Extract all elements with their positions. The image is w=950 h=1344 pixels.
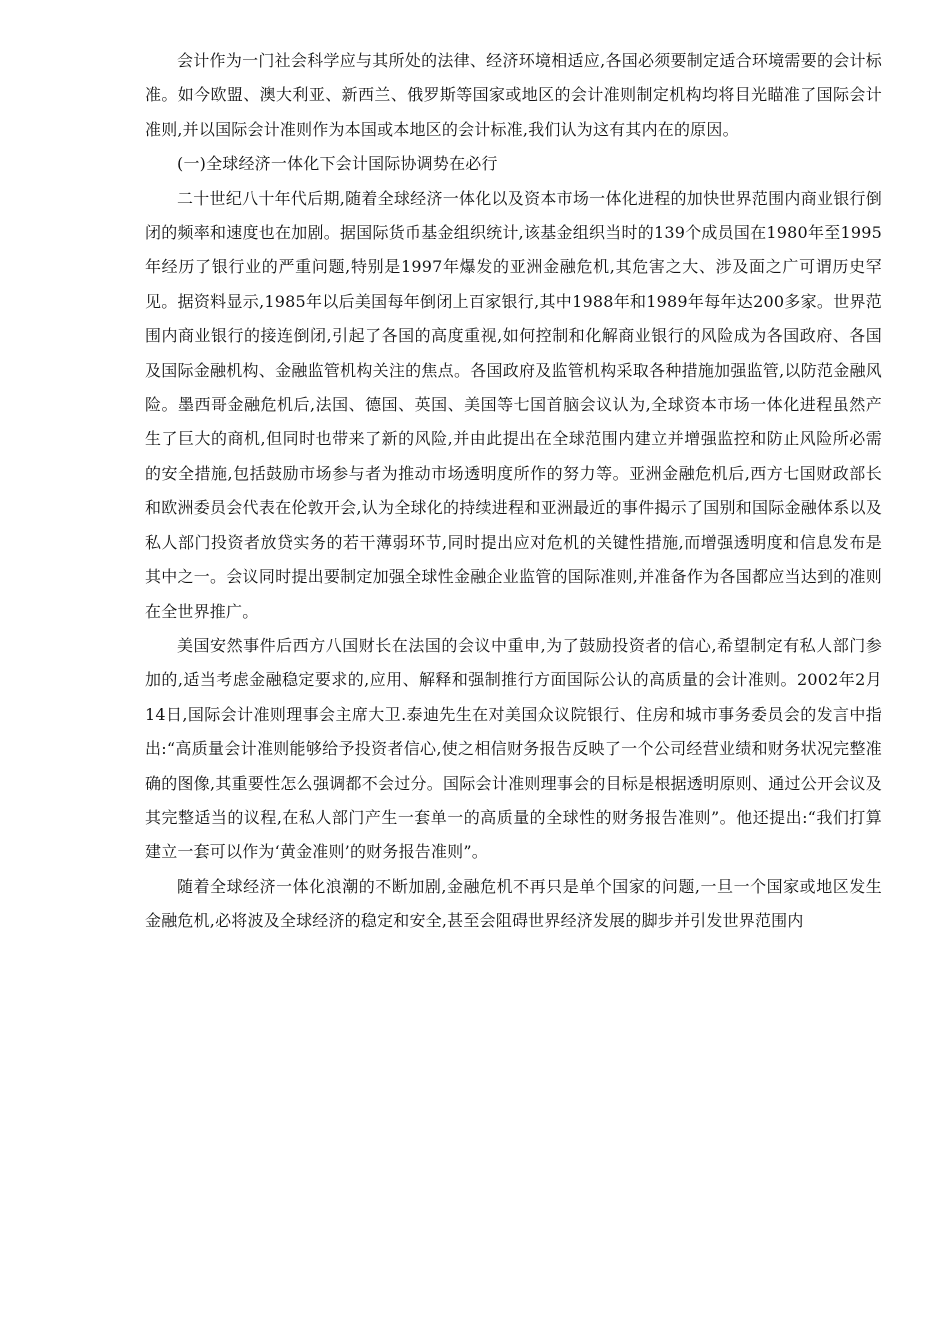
- paragraph-enron: 美国安然事件后西方八国财长在法国的会议中重申,为了鼓励投资者的信心,希望制定有私人部门参加的,适当考虑金融稳定要求的,应用、解释和强制推行方面国际公认的高质量的会计准则。2002年2月14日,国际会计准则理事会主席大卫.泰迪先生在对美国众议院银行、住房和城市事务委员会的发言中指出:“高质量会计准则能够给予投资者信心,使之相信财务报告反映了一个公司经营业绩和财务状况完整准确的图像,其重要性怎么强调都不会过分。国际会计准则理事会的目标是根据透明原则、通过公开会议及其完整适当的议程,在私人部门产生一套单一的高质量的全球性的财务报告准则”。他还提出:“我们打算建立一套可以作为‘黄金准则’的财务报告准则”。: [145, 635, 882, 862]
- section-heading: (一)全球经济一体化下会计国际协调势在必行: [177, 154, 498, 174]
- paragraph-globalization: 随着全球经济一体化浪潮的不断加剧,金融危机不再只是单个国家的问题,一旦一个国家或地区发生金融危机,必将波及全球经济的稳定和安全,甚至会阻碍世界经济发展的脚步并引发世界范围内: [145, 876, 882, 931]
- paragraph-intro: 会计作为一门社会科学应与其所处的法律、经济环境相适应,各国必须要制定适合环境需要的会计标准。如今欧盟、澳大利亚、新西兰、俄罗斯等国家或地区的会计准则制定机构均将目光瞄准了国际会计准则,并以国际会计准则作为本国或本地区的会计标准,我们认为这有其内在的原因。: [145, 51, 882, 139]
- paragraph-banking-crisis: 二十世纪八十年代后期,随着全球经济一体化以及资本市场一体化进程的加快世界范围内商业银行倒闭的频率和速度也在加剧。据国际货币基金组织统计,该基金组织当时的139个成员国在1980年至1995年经历了银行业的严重问题,特别是1997年爆发的亚洲金融危机,其危害之大、涉及面之广可谓历史罕见。据资料显示,1985年以后美国每年倒闭上百家银行,其中1988年和1989年每年达200多家。世界范围内商业银行的接连倒闭,引起了各国的高度重视,如何控制和化解商业银行的风险成为各国政府、各国及国际金融机构、金融监管机构关注的焦点。各国政府及监管机构采取各种措施加强监管,以防范金融风险。墨西哥金融危机后,法国、德国、英国、美国等七国首脑会议认为,全球资本市场一体化进程虽然产生了巨大的商机,但同时也带来了新的风险,并由此提出在全球范围内建立并增强监控和防止风险所必需的安全措施,包括鼓励市场参与者为推动市场透明度所作的努力等。亚洲金融危机后,西方七国财政部长和欧洲委员会代表在伦敦开会,认为全球化的持续进程和亚洲最近的事件揭示了国别和国际金融体系以及私人部门投资者放贷实务的若干薄弱环节,同时提出应对危机的关键性措施,而增强透明度和信息发布是其中之一。会议同时提出要制定加强全球性金融企业监管的国际准则,并准备作为各国都应当达到的准则在全世界推广。: [145, 188, 882, 621]
